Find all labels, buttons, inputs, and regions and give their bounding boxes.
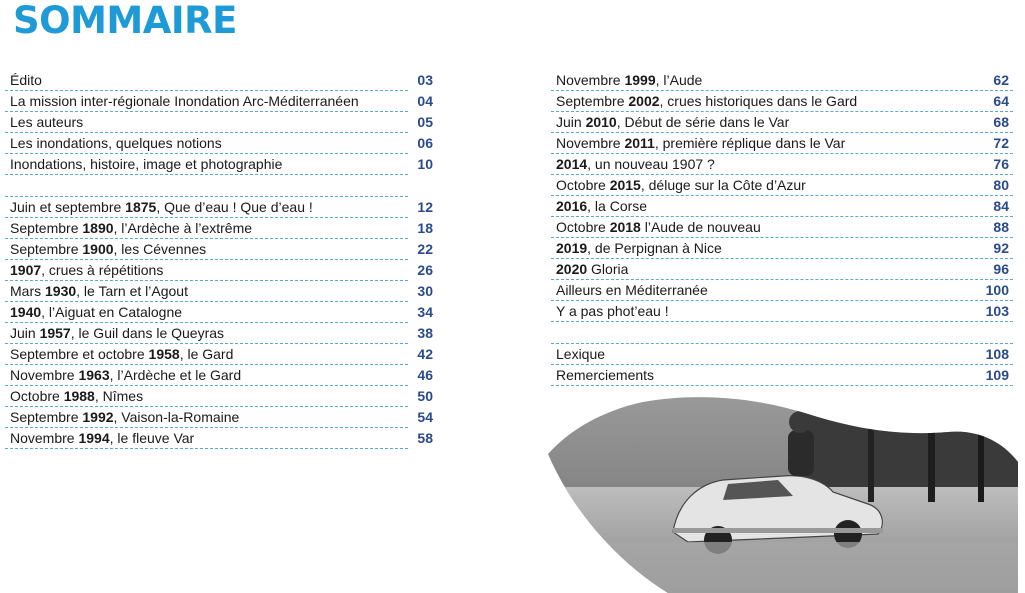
toc-page-number: 58 — [417, 430, 433, 446]
toc-entry-label: Édito — [10, 72, 42, 88]
toc-page-number: 80 — [993, 177, 1009, 193]
toc-entry-label: Novembre 1963, l’Ardèche et le Gard — [10, 367, 242, 383]
toc-page-number: 88 — [993, 219, 1009, 235]
toc-page-number: 96 — [993, 261, 1009, 277]
toc-entry[interactable] — [551, 175, 1013, 196]
flood-car-photo — [548, 392, 1018, 593]
toc-page-number: 30 — [417, 283, 433, 299]
toc-page-number: 84 — [993, 198, 1009, 214]
toc-left-column — [5, 70, 433, 449]
toc-entry-label: Ailleurs en Méditerranée — [556, 282, 708, 298]
toc-entry[interactable] — [551, 154, 1013, 175]
toc-entry[interactable] — [551, 238, 1013, 259]
toc-page-number: 68 — [993, 114, 1009, 130]
toc-entry[interactable] — [5, 281, 433, 302]
toc-entry-label: Septembre 1900, les Cévennes — [10, 241, 207, 257]
toc-page-number: 18 — [417, 220, 433, 236]
toc-entry[interactable] — [5, 218, 433, 239]
toc-entry-label: Novembre 1994, le fleuve Var — [10, 430, 195, 446]
toc-entry-label: Mars 1930, le Tarn et l’Agout — [10, 283, 188, 299]
toc-page-number: 22 — [417, 241, 433, 257]
toc-page-number: 76 — [993, 156, 1009, 172]
toc-divider — [5, 175, 408, 197]
toc-page-number: 34 — [417, 304, 433, 320]
toc-entry-label: Septembre et octobre 1958, le Gard — [10, 346, 234, 362]
toc-entry[interactable] — [551, 91, 1013, 112]
toc-page-number: 54 — [417, 409, 433, 425]
toc-page-number: 05 — [417, 114, 433, 130]
toc-entry-label: 2019, de Perpignan à Nice — [556, 240, 722, 256]
toc-entry-label: 1907, crues à répétitions — [10, 262, 164, 278]
toc-entry[interactable] — [551, 196, 1013, 217]
toc-page-number: 12 — [417, 199, 433, 215]
toc-entry[interactable] — [551, 259, 1013, 280]
toc-entry-label: Novembre 1999, l’Aude — [556, 72, 703, 88]
toc-entry-label: 2016, la Corse — [556, 198, 648, 214]
toc-entry[interactable] — [551, 217, 1013, 238]
toc-entry[interactable] — [5, 197, 433, 218]
toc-entry[interactable] — [551, 70, 1013, 91]
toc-entry[interactable] — [551, 365, 1013, 386]
toc-entry-label: Septembre 1890, l’Ardèche à l’extrême — [10, 220, 253, 236]
toc-entry-label: Octobre 2015, déluge sur la Côte d’Azur — [556, 177, 806, 193]
toc-entry-label: Les inondations, quelques notions — [10, 135, 222, 151]
toc-page-number: 109 — [985, 367, 1009, 383]
toc-right-column — [551, 70, 1013, 386]
toc-entry[interactable] — [5, 302, 433, 323]
toc-entry[interactable] — [5, 407, 433, 428]
toc-entry-label: Juin 1957, le Guil dans le Queyras — [10, 325, 225, 341]
toc-entry-label: 2020 Gloria — [556, 261, 629, 277]
toc-entry[interactable] — [5, 239, 433, 260]
toc-entry[interactable] — [5, 365, 433, 386]
toc-entry-label: 1940, l’Aiguat en Catalogne — [10, 304, 183, 320]
toc-entry-label: Septembre 1992, Vaison-la-Romaine — [10, 409, 240, 425]
toc-page-number: 92 — [993, 240, 1009, 256]
toc-entry[interactable] — [5, 112, 433, 133]
toc-divider — [551, 322, 1013, 344]
toc-entry[interactable] — [551, 280, 1013, 301]
toc-entry[interactable] — [5, 70, 433, 91]
toc-entry-label: Lexique — [556, 346, 606, 362]
toc-entry[interactable] — [551, 112, 1013, 133]
toc-entry-label: Inondations, histoire, image et photographie — [10, 156, 283, 172]
toc-entry-label: La mission inter-régionale Inondation Arc-Méditerranéen — [10, 93, 359, 109]
toc-page-number: 38 — [417, 325, 433, 341]
toc-entry[interactable] — [551, 301, 1013, 322]
toc-entry-label: Remerciements — [556, 367, 655, 383]
toc-entry[interactable] — [551, 344, 1013, 365]
toc-page-number: 10 — [417, 156, 433, 172]
toc-page-number: 46 — [417, 367, 433, 383]
toc-page-number: 03 — [417, 72, 433, 88]
toc-entry[interactable] — [5, 91, 433, 112]
toc-page-number: 64 — [993, 93, 1009, 109]
toc-page-number: 62 — [993, 72, 1009, 88]
toc-entry-label: Juin et septembre 1875, Que d’eau ! Que d’eau ! — [10, 199, 313, 215]
toc-entry[interactable] — [551, 133, 1013, 154]
toc-entry-label: 2014, un nouveau 1907 ? — [556, 156, 715, 172]
toc-page-number: 06 — [417, 135, 433, 151]
toc-entry[interactable] — [5, 323, 433, 344]
toc-entry[interactable] — [5, 344, 433, 365]
toc-entry-label: Y a pas phot’eau ! — [556, 303, 669, 319]
toc-page-number: 72 — [993, 135, 1009, 151]
toc-page-number: 103 — [985, 303, 1009, 319]
toc-entry[interactable] — [5, 154, 433, 175]
toc-page-number: 100 — [985, 282, 1009, 298]
toc-entry-label: Septembre 2002, crues historiques dans le Gard — [556, 93, 858, 109]
toc-entry-label: Novembre 2011, première réplique dans le Var — [556, 135, 846, 151]
toc-entry[interactable] — [5, 428, 433, 449]
toc-entry[interactable] — [5, 386, 433, 407]
toc-entry[interactable] — [5, 260, 433, 281]
toc-entry-label: Octobre 1988, Nîmes — [10, 388, 144, 404]
toc-page-number: 108 — [985, 346, 1009, 362]
toc-page-number: 50 — [417, 388, 433, 404]
toc-page-number: 42 — [417, 346, 433, 362]
toc-entry-label: Les auteurs — [10, 114, 84, 130]
page-title: SOMMAIRE — [13, 0, 237, 42]
toc-entry[interactable] — [5, 133, 433, 154]
toc-entry-label: Juin 2010, Début de série dans le Var — [556, 114, 790, 130]
toc-page-number: 26 — [417, 262, 433, 278]
toc-page-number: 04 — [417, 93, 433, 109]
toc-entry-label: Octobre 2018 l’Aude de nouveau — [556, 219, 761, 235]
